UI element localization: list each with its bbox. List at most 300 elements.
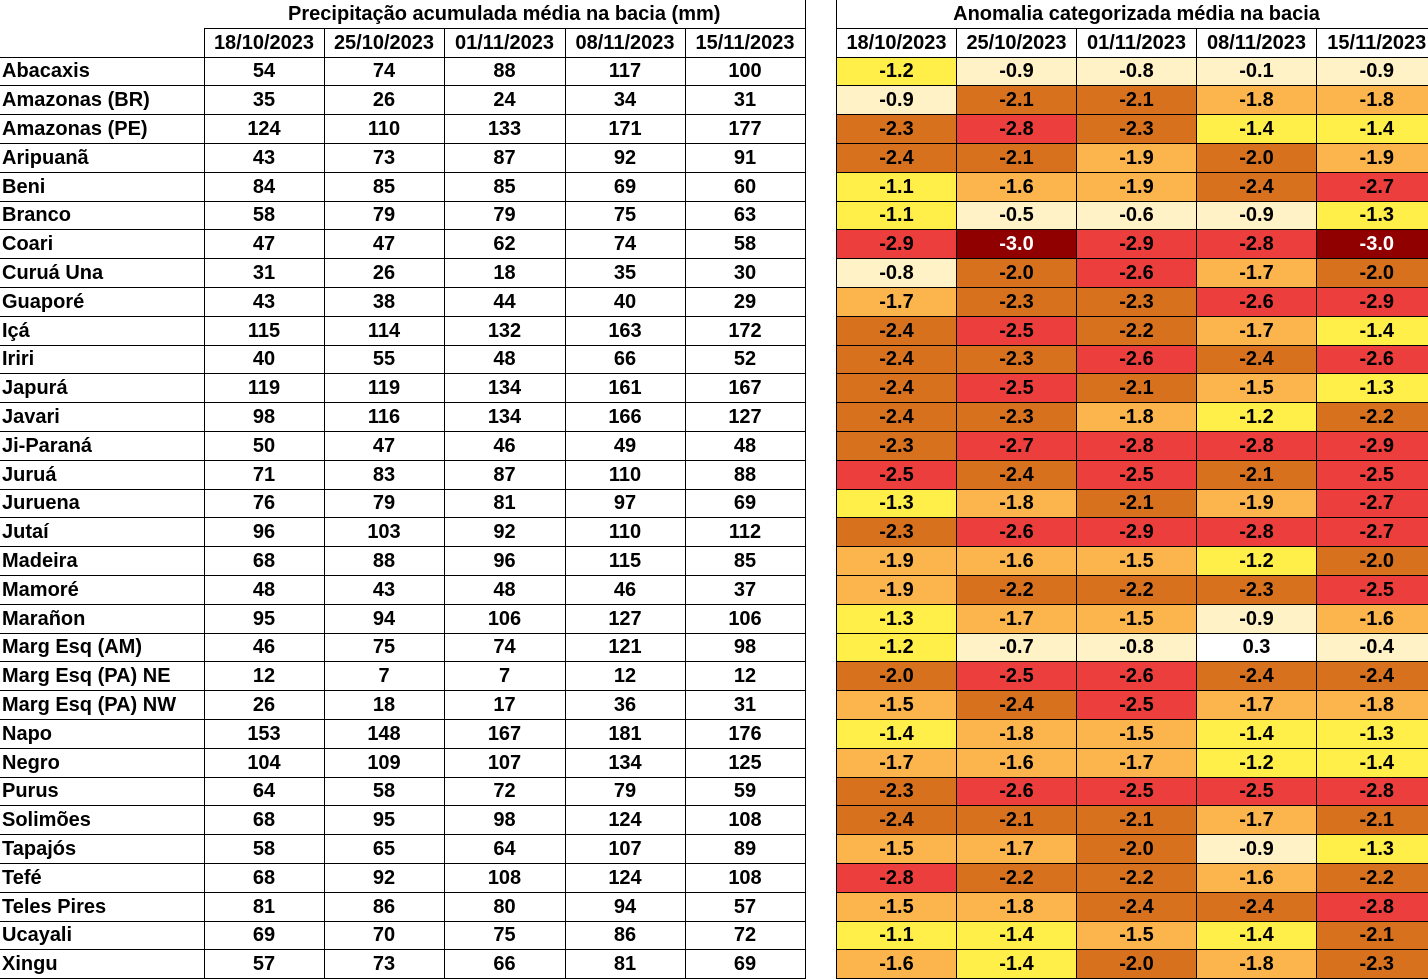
- precip-value: 66: [565, 345, 685, 374]
- precip-value: 86: [565, 921, 685, 950]
- table-row: [0, 374, 805, 403]
- precip-value: 106: [685, 604, 805, 633]
- table-row: [0, 172, 805, 201]
- table-row: [0, 489, 805, 518]
- anomaly-value: -2.8: [1197, 431, 1317, 460]
- anomaly-value: -0.8: [1077, 633, 1197, 662]
- anomaly-value: -2.5: [1317, 575, 1428, 604]
- anomaly-value: -2.4: [837, 143, 957, 172]
- anomaly-value: -2.1: [957, 86, 1077, 115]
- precip-value: 81: [565, 950, 685, 979]
- precip-value: 79: [324, 489, 444, 518]
- table-row: [837, 172, 1428, 201]
- table-row: [0, 892, 805, 921]
- anomaly-value: -2.9: [1077, 518, 1197, 547]
- table-row: [0, 950, 805, 979]
- basin-name: Marg Esq (PA) NE: [0, 662, 204, 691]
- precip-value: 58: [204, 201, 324, 230]
- precip-value: 58: [324, 777, 444, 806]
- anomaly-value: -0.9: [1317, 57, 1428, 86]
- precip-value: 119: [204, 374, 324, 403]
- precip-value: 117: [565, 57, 685, 86]
- table-row: [837, 143, 1428, 172]
- precip-value: 124: [204, 115, 324, 144]
- precip-value: 74: [444, 633, 565, 662]
- anomaly-value: -2.5: [957, 374, 1077, 403]
- precip-value: 127: [685, 403, 805, 432]
- precip-value: 43: [204, 287, 324, 316]
- precip-value: 89: [685, 835, 805, 864]
- anomaly-value: -2.3: [837, 115, 957, 144]
- anomaly-value: -2.9: [1317, 287, 1428, 316]
- anomaly-value: -1.9: [1317, 143, 1428, 172]
- precip-value: 121: [565, 633, 685, 662]
- anomaly-value: -2.1: [1317, 806, 1428, 835]
- anomaly-value: -0.9: [1197, 835, 1317, 864]
- anomaly-value: -2.2: [1317, 863, 1428, 892]
- anomaly-value: -2.1: [1197, 460, 1317, 489]
- anomaly-value: -2.8: [1317, 892, 1428, 921]
- anomaly-value: -2.6: [1197, 287, 1317, 316]
- precip-value: 54: [204, 57, 324, 86]
- anomaly-value: -2.5: [957, 662, 1077, 691]
- anomaly-value: -2.1: [1077, 489, 1197, 518]
- anomaly-value: -1.5: [1077, 547, 1197, 576]
- anomaly-value: -0.8: [837, 259, 957, 288]
- precip-value: 81: [444, 489, 565, 518]
- anomaly-value: -1.7: [837, 287, 957, 316]
- basin-name: Napo: [0, 719, 204, 748]
- precip-value: 92: [324, 863, 444, 892]
- anomaly-value: -1.5: [837, 835, 957, 864]
- precip-value: 58: [685, 230, 805, 259]
- basin-name: Solimões: [0, 806, 204, 835]
- precip-value: 134: [444, 374, 565, 403]
- basin-name: Ji-Paraná: [0, 431, 204, 460]
- anomaly-date-header: 25/10/2023: [957, 28, 1077, 57]
- anomaly-value: -0.9: [837, 86, 957, 115]
- anomaly-value: -1.7: [837, 748, 957, 777]
- table-row: [837, 345, 1428, 374]
- anomaly-value: -2.0: [1317, 547, 1428, 576]
- precip-value: 134: [444, 403, 565, 432]
- precip-value: 31: [204, 259, 324, 288]
- precip-value: 163: [565, 316, 685, 345]
- precip-value: 7: [444, 662, 565, 691]
- table-row: [0, 201, 805, 230]
- anomaly-value: -2.4: [1197, 892, 1317, 921]
- anomaly-value: -1.5: [837, 892, 957, 921]
- anomaly-value: -1.6: [1197, 863, 1317, 892]
- table-row: [0, 316, 805, 345]
- precip-value: 65: [324, 835, 444, 864]
- anomaly-value: -1.4: [957, 950, 1077, 979]
- precip-value: 43: [204, 143, 324, 172]
- anomaly-value: -1.1: [837, 172, 957, 201]
- table-row: [0, 86, 805, 115]
- table-row: [837, 835, 1428, 864]
- anomaly-value: -2.2: [1317, 403, 1428, 432]
- anomaly-value: -2.8: [1197, 518, 1317, 547]
- anomaly-value: -1.7: [1197, 806, 1317, 835]
- precip-value: 115: [204, 316, 324, 345]
- anomaly-value: -1.5: [1077, 719, 1197, 748]
- anomaly-value: -2.5: [837, 460, 957, 489]
- anomaly-value: -2.7: [1317, 518, 1428, 547]
- table-row: [0, 403, 805, 432]
- precip-value: 68: [204, 547, 324, 576]
- anomaly-value: -2.2: [957, 575, 1077, 604]
- precip-value: 116: [324, 403, 444, 432]
- anomaly-value: -2.3: [1197, 575, 1317, 604]
- anomaly-value: -2.6: [957, 777, 1077, 806]
- precip-value: 91: [685, 143, 805, 172]
- anomaly-value: -1.8: [957, 489, 1077, 518]
- precip-value: 62: [444, 230, 565, 259]
- precip-value: 37: [685, 575, 805, 604]
- precip-value: 109: [324, 748, 444, 777]
- anomaly-value: -2.4: [1077, 892, 1197, 921]
- precip-value: 96: [204, 518, 324, 547]
- basin-name: Jutaí: [0, 518, 204, 547]
- anomaly-value: -2.1: [1077, 86, 1197, 115]
- precip-value: 30: [685, 259, 805, 288]
- anomaly-value: -2.4: [1197, 345, 1317, 374]
- table-row: [837, 259, 1428, 288]
- precip-value: 110: [565, 518, 685, 547]
- basin-name: Japurá: [0, 374, 204, 403]
- anomaly-value: -2.3: [837, 518, 957, 547]
- table-row: [0, 115, 805, 144]
- table-row: [837, 403, 1428, 432]
- anomaly-value: -2.5: [1077, 691, 1197, 720]
- precip-value: 40: [204, 345, 324, 374]
- anomaly-value: -2.4: [837, 374, 957, 403]
- basin-name: Guaporé: [0, 287, 204, 316]
- precip-value: 70: [324, 921, 444, 950]
- anomaly-value: -1.5: [1077, 604, 1197, 633]
- table-row: [837, 230, 1428, 259]
- precip-value: 161: [565, 374, 685, 403]
- table-row: [837, 518, 1428, 547]
- precip-value: 57: [685, 892, 805, 921]
- precip-value: 75: [444, 921, 565, 950]
- basin-name: Juruena: [0, 489, 204, 518]
- anomaly-value: -2.3: [957, 403, 1077, 432]
- table-row: [837, 719, 1428, 748]
- precip-value: 26: [204, 691, 324, 720]
- anomaly-value: -2.1: [957, 143, 1077, 172]
- anomaly-value: -1.3: [1317, 835, 1428, 864]
- precip-value: 108: [685, 806, 805, 835]
- precip-value: 80: [444, 892, 565, 921]
- anomaly-value: -2.5: [957, 316, 1077, 345]
- anomaly-value: -0.9: [1197, 201, 1317, 230]
- precip-value: 29: [685, 287, 805, 316]
- anomaly-value: -1.8: [957, 719, 1077, 748]
- anomaly-value: -1.9: [1077, 143, 1197, 172]
- precip-value: 166: [565, 403, 685, 432]
- precip-value: 46: [565, 575, 685, 604]
- anomaly-value: -2.0: [1197, 143, 1317, 172]
- precip-value: 76: [204, 489, 324, 518]
- precip-value: 92: [444, 518, 565, 547]
- basin-name: Purus: [0, 777, 204, 806]
- precip-date-header: 15/11/2023: [685, 28, 805, 57]
- precip-value: 95: [324, 806, 444, 835]
- anomaly-value: -2.4: [837, 806, 957, 835]
- precip-value: 48: [444, 345, 565, 374]
- precip-value: 63: [685, 201, 805, 230]
- precip-value: 79: [324, 201, 444, 230]
- precip-value: 58: [204, 835, 324, 864]
- precip-value: 94: [565, 892, 685, 921]
- anomaly-value: -2.8: [837, 863, 957, 892]
- precip-value: 87: [444, 143, 565, 172]
- precip-value: 181: [565, 719, 685, 748]
- table-row: [0, 604, 805, 633]
- precip-value: 95: [204, 604, 324, 633]
- precip-value: 108: [685, 863, 805, 892]
- precip-value: 73: [324, 950, 444, 979]
- anomaly-value: -1.4: [1317, 748, 1428, 777]
- anomaly-value: -2.0: [1077, 950, 1197, 979]
- anomaly-value: -2.1: [957, 806, 1077, 835]
- precip-value: 85: [685, 547, 805, 576]
- anomaly-value: -0.8: [1077, 57, 1197, 86]
- table-row: [0, 806, 805, 835]
- precip-value: 34: [565, 86, 685, 115]
- anomaly-value: -1.4: [1317, 115, 1428, 144]
- table-row: [0, 518, 805, 547]
- anomaly-value: -1.7: [1197, 259, 1317, 288]
- precip-date-header: 25/10/2023: [324, 28, 444, 57]
- precip-value: 88: [444, 57, 565, 86]
- anomaly-value: -1.8: [1317, 86, 1428, 115]
- precip-value: 153: [204, 719, 324, 748]
- anomaly-value: -2.6: [1077, 259, 1197, 288]
- precip-value: 74: [565, 230, 685, 259]
- precip-value: 107: [565, 835, 685, 864]
- anomaly-value: -2.7: [1317, 172, 1428, 201]
- precip-value: 50: [204, 431, 324, 460]
- precip-value: 96: [444, 547, 565, 576]
- anomaly-value: -2.9: [837, 230, 957, 259]
- precip-value: 18: [444, 259, 565, 288]
- precip-value: 148: [324, 719, 444, 748]
- precip-value: 127: [565, 604, 685, 633]
- precip-value: 68: [204, 863, 324, 892]
- basin-name: Marañon: [0, 604, 204, 633]
- precip-value: 36: [565, 691, 685, 720]
- precip-value: 48: [444, 575, 565, 604]
- precip-value: 43: [324, 575, 444, 604]
- anomaly-value: -2.4: [1317, 662, 1428, 691]
- precip-value: 167: [444, 719, 565, 748]
- table-row: [837, 863, 1428, 892]
- anomaly-value: -2.6: [1077, 662, 1197, 691]
- anomaly-value: -1.6: [957, 748, 1077, 777]
- precip-value: 92: [565, 143, 685, 172]
- precip-value: 84: [204, 172, 324, 201]
- anomaly-value: -2.3: [957, 287, 1077, 316]
- precip-value: 75: [565, 201, 685, 230]
- precip-value: 49: [565, 431, 685, 460]
- anomaly-value: -1.6: [957, 172, 1077, 201]
- anomaly-value: -1.8: [1197, 950, 1317, 979]
- table-row: [837, 921, 1428, 950]
- anomaly-value: -1.5: [1197, 374, 1317, 403]
- anomaly-value: -2.0: [837, 662, 957, 691]
- precip-value: 72: [685, 921, 805, 950]
- anomaly-value: -1.8: [1317, 691, 1428, 720]
- basin-name: Aripuanã: [0, 143, 204, 172]
- anomaly-value: -2.4: [837, 403, 957, 432]
- precip-value: 47: [324, 230, 444, 259]
- anomaly-value: -1.2: [837, 57, 957, 86]
- basin-name: Tapajós: [0, 835, 204, 864]
- precip-value: 98: [685, 633, 805, 662]
- precip-value: 55: [324, 345, 444, 374]
- anomaly-value: -1.7: [957, 604, 1077, 633]
- anomaly-value: -1.4: [1317, 316, 1428, 345]
- basin-name: Juruá: [0, 460, 204, 489]
- precip-value: 98: [204, 403, 324, 432]
- precip-value: 12: [565, 662, 685, 691]
- basin-name: Curuá Una: [0, 259, 204, 288]
- anomaly-value: -2.1: [1077, 806, 1197, 835]
- basin-name: Xingu: [0, 950, 204, 979]
- anomaly-value: -1.4: [837, 719, 957, 748]
- table-row: [837, 316, 1428, 345]
- precip-value: 106: [444, 604, 565, 633]
- table-row: [0, 259, 805, 288]
- precip-value: 26: [324, 259, 444, 288]
- precip-value: 110: [565, 460, 685, 489]
- precip-value: 74: [324, 57, 444, 86]
- precip-value: 114: [324, 316, 444, 345]
- precip-value: 59: [685, 777, 805, 806]
- precip-value: 110: [324, 115, 444, 144]
- anomaly-date-header: 08/11/2023: [1197, 28, 1317, 57]
- anomaly-value: -1.8: [1077, 403, 1197, 432]
- precip-value: 35: [565, 259, 685, 288]
- anomaly-value: -1.9: [1197, 489, 1317, 518]
- precip-value: 119: [324, 374, 444, 403]
- table-row: [837, 633, 1428, 662]
- table-row: [0, 835, 805, 864]
- anomaly-value: -2.9: [1077, 230, 1197, 259]
- precip-value: 38: [324, 287, 444, 316]
- anomaly-value: -2.4: [1197, 662, 1317, 691]
- basin-name: Mamoré: [0, 575, 204, 604]
- table-row: [837, 575, 1428, 604]
- basin-name: Marg Esq (PA) NW: [0, 691, 204, 720]
- anomaly-value: -2.6: [1077, 345, 1197, 374]
- precip-value: 98: [444, 806, 565, 835]
- table-row: [837, 374, 1428, 403]
- anomaly-value: -1.7: [1197, 691, 1317, 720]
- anomaly-value: -2.1: [1077, 374, 1197, 403]
- precip-value: 108: [444, 863, 565, 892]
- precip-value: 124: [565, 806, 685, 835]
- basin-name: Branco: [0, 201, 204, 230]
- precip-value: 31: [685, 691, 805, 720]
- precip-value: 86: [324, 892, 444, 921]
- anomaly-value: -0.1: [1197, 57, 1317, 86]
- precip-value: 46: [204, 633, 324, 662]
- table-row: [0, 345, 805, 374]
- table-row: [837, 892, 1428, 921]
- anomaly-value: -3.0: [1317, 230, 1428, 259]
- anomaly-value: -2.0: [1317, 259, 1428, 288]
- precip-value: 112: [685, 518, 805, 547]
- precip-value: 177: [685, 115, 805, 144]
- precip-value: 85: [324, 172, 444, 201]
- table-row: [837, 57, 1428, 86]
- precip-value: 35: [204, 86, 324, 115]
- anomaly-value: -1.5: [1077, 921, 1197, 950]
- precip-date-header: 01/11/2023: [444, 28, 565, 57]
- precip-value: 60: [685, 172, 805, 201]
- basin-name: Tefé: [0, 863, 204, 892]
- table-row: [0, 575, 805, 604]
- anomaly-value: -0.9: [1197, 604, 1317, 633]
- anomaly-value: -1.6: [1317, 604, 1428, 633]
- precip-value: 88: [685, 460, 805, 489]
- table-row: [0, 719, 805, 748]
- anomaly-value: -2.3: [1077, 287, 1197, 316]
- anomaly-value: -0.7: [957, 633, 1077, 662]
- anomaly-value: -1.4: [1197, 719, 1317, 748]
- precip-value: 69: [685, 950, 805, 979]
- table-row: [0, 662, 805, 691]
- basin-name: Beni: [0, 172, 204, 201]
- anomaly-value: -1.4: [1197, 921, 1317, 950]
- corner-blank: [0, 28, 204, 57]
- anomaly-value: -2.0: [957, 259, 1077, 288]
- anomaly-value: -2.5: [1317, 460, 1428, 489]
- table-row: [837, 201, 1428, 230]
- table-row: [837, 662, 1428, 691]
- table-row: [837, 950, 1428, 979]
- precip-value: 44: [444, 287, 565, 316]
- precip-value: 69: [685, 489, 805, 518]
- basin-name: Javari: [0, 403, 204, 432]
- precip-value: 48: [685, 431, 805, 460]
- precip-value: 176: [685, 719, 805, 748]
- precip-value: 172: [685, 316, 805, 345]
- table-row: [0, 863, 805, 892]
- anomaly-value: -1.1: [837, 921, 957, 950]
- anomaly-date-header: 01/11/2023: [1077, 28, 1197, 57]
- basin-name: Negro: [0, 748, 204, 777]
- anomaly-value: -1.2: [1197, 748, 1317, 777]
- anomaly-value: -1.7: [957, 835, 1077, 864]
- anomaly-value: -2.6: [1317, 345, 1428, 374]
- precip-value: 79: [444, 201, 565, 230]
- table-row: [0, 57, 805, 86]
- anomaly-value: -2.8: [1317, 777, 1428, 806]
- precip-value: 81: [204, 892, 324, 921]
- anomaly-value: -1.3: [837, 489, 957, 518]
- precip-value: 124: [565, 863, 685, 892]
- anomaly-value: -2.4: [837, 345, 957, 374]
- precip-value: 48: [204, 575, 324, 604]
- basin-name: Iriri: [0, 345, 204, 374]
- table-row: [837, 777, 1428, 806]
- anomaly-value: -1.2: [1197, 403, 1317, 432]
